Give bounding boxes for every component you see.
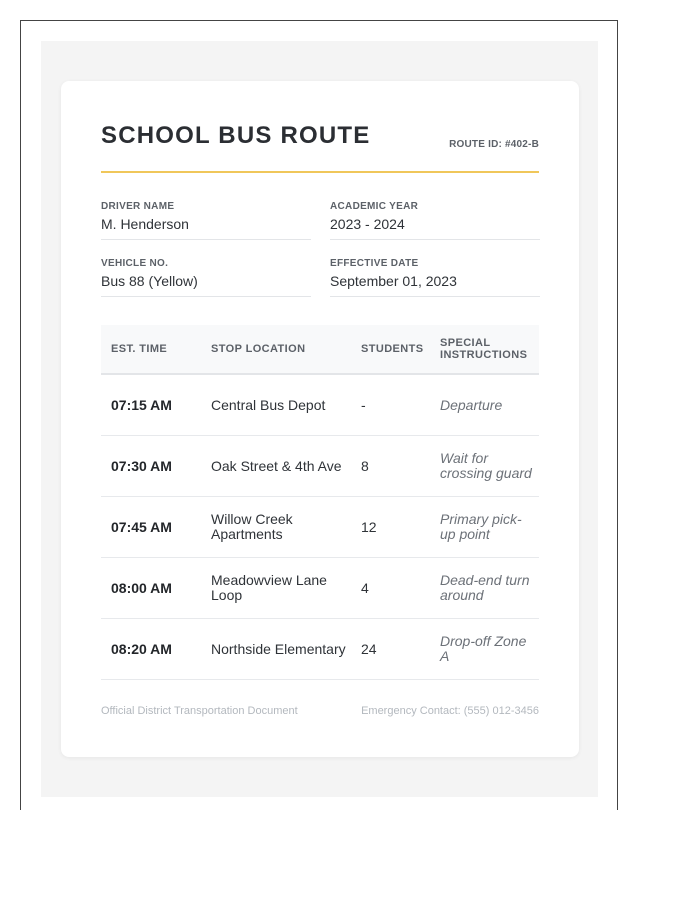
stop-time: 07:15 AM bbox=[111, 396, 172, 413]
student-count: 4 bbox=[361, 579, 369, 596]
special-instructions: Dead-end turn around bbox=[440, 572, 530, 603]
table-row bbox=[101, 436, 539, 497]
student-count: 8 bbox=[361, 457, 369, 474]
field-label: ACADEMIC YEAR bbox=[330, 201, 419, 212]
table-row bbox=[101, 375, 539, 436]
effective-date-field bbox=[330, 258, 540, 297]
field-label: VEHICLE NO. bbox=[101, 258, 169, 269]
special-instructions: Departure bbox=[440, 396, 503, 413]
footer-emergency-contact: Emergency Contact: (555) 012-3456 bbox=[361, 705, 539, 717]
route-card bbox=[61, 81, 579, 757]
stop-location: Meadowview Lane Loop bbox=[211, 572, 327, 603]
stop-time: 08:20 AM bbox=[111, 640, 172, 657]
table-row bbox=[101, 619, 539, 680]
column-header-time: EST. TIME bbox=[111, 343, 168, 355]
academic-year-field bbox=[330, 201, 540, 240]
special-instructions: Drop-off Zone A bbox=[440, 633, 527, 664]
route-id: ROUTE ID: #402-B bbox=[449, 139, 539, 150]
table-header bbox=[101, 325, 539, 375]
table-row bbox=[101, 558, 539, 619]
field-value: Bus 88 (Yellow) bbox=[101, 273, 198, 289]
stop-time: 08:00 AM bbox=[111, 579, 172, 596]
stop-location: Central Bus Depot bbox=[211, 396, 326, 413]
field-label: DRIVER NAME bbox=[101, 201, 175, 212]
special-instructions: Primary pick-up point bbox=[440, 511, 522, 542]
student-count: - bbox=[361, 396, 366, 413]
vehicle-number-field bbox=[101, 258, 311, 297]
column-header-location: STOP LOCATION bbox=[211, 343, 306, 355]
route-stops-table bbox=[101, 325, 539, 680]
driver-name-field bbox=[101, 201, 311, 240]
table-row bbox=[101, 497, 539, 558]
column-header-instructions: SPECIAL INSTRUCTIONS bbox=[440, 337, 528, 361]
stop-location: Oak Street & 4th Ave bbox=[211, 457, 342, 474]
document-header bbox=[101, 119, 539, 173]
column-header-students: STUDENTS bbox=[361, 343, 424, 355]
stop-location: Northside Elementary bbox=[211, 640, 346, 657]
field-value: September 01, 2023 bbox=[330, 273, 457, 289]
stop-time: 07:30 AM bbox=[111, 457, 172, 474]
document-title: SCHOOL BUS ROUTE bbox=[101, 122, 371, 149]
special-instructions: Wait for crossing guard bbox=[440, 450, 532, 481]
student-count: 24 bbox=[361, 640, 377, 657]
field-value: M. Henderson bbox=[101, 216, 189, 232]
field-label: EFFECTIVE DATE bbox=[330, 258, 419, 269]
footer-document-note: Official District Transportation Document bbox=[101, 705, 298, 717]
stop-time: 07:45 AM bbox=[111, 518, 172, 535]
stop-location: Willow Creek Apartments bbox=[211, 511, 293, 542]
field-value: 2023 - 2024 bbox=[330, 216, 405, 232]
student-count: 12 bbox=[361, 518, 377, 535]
